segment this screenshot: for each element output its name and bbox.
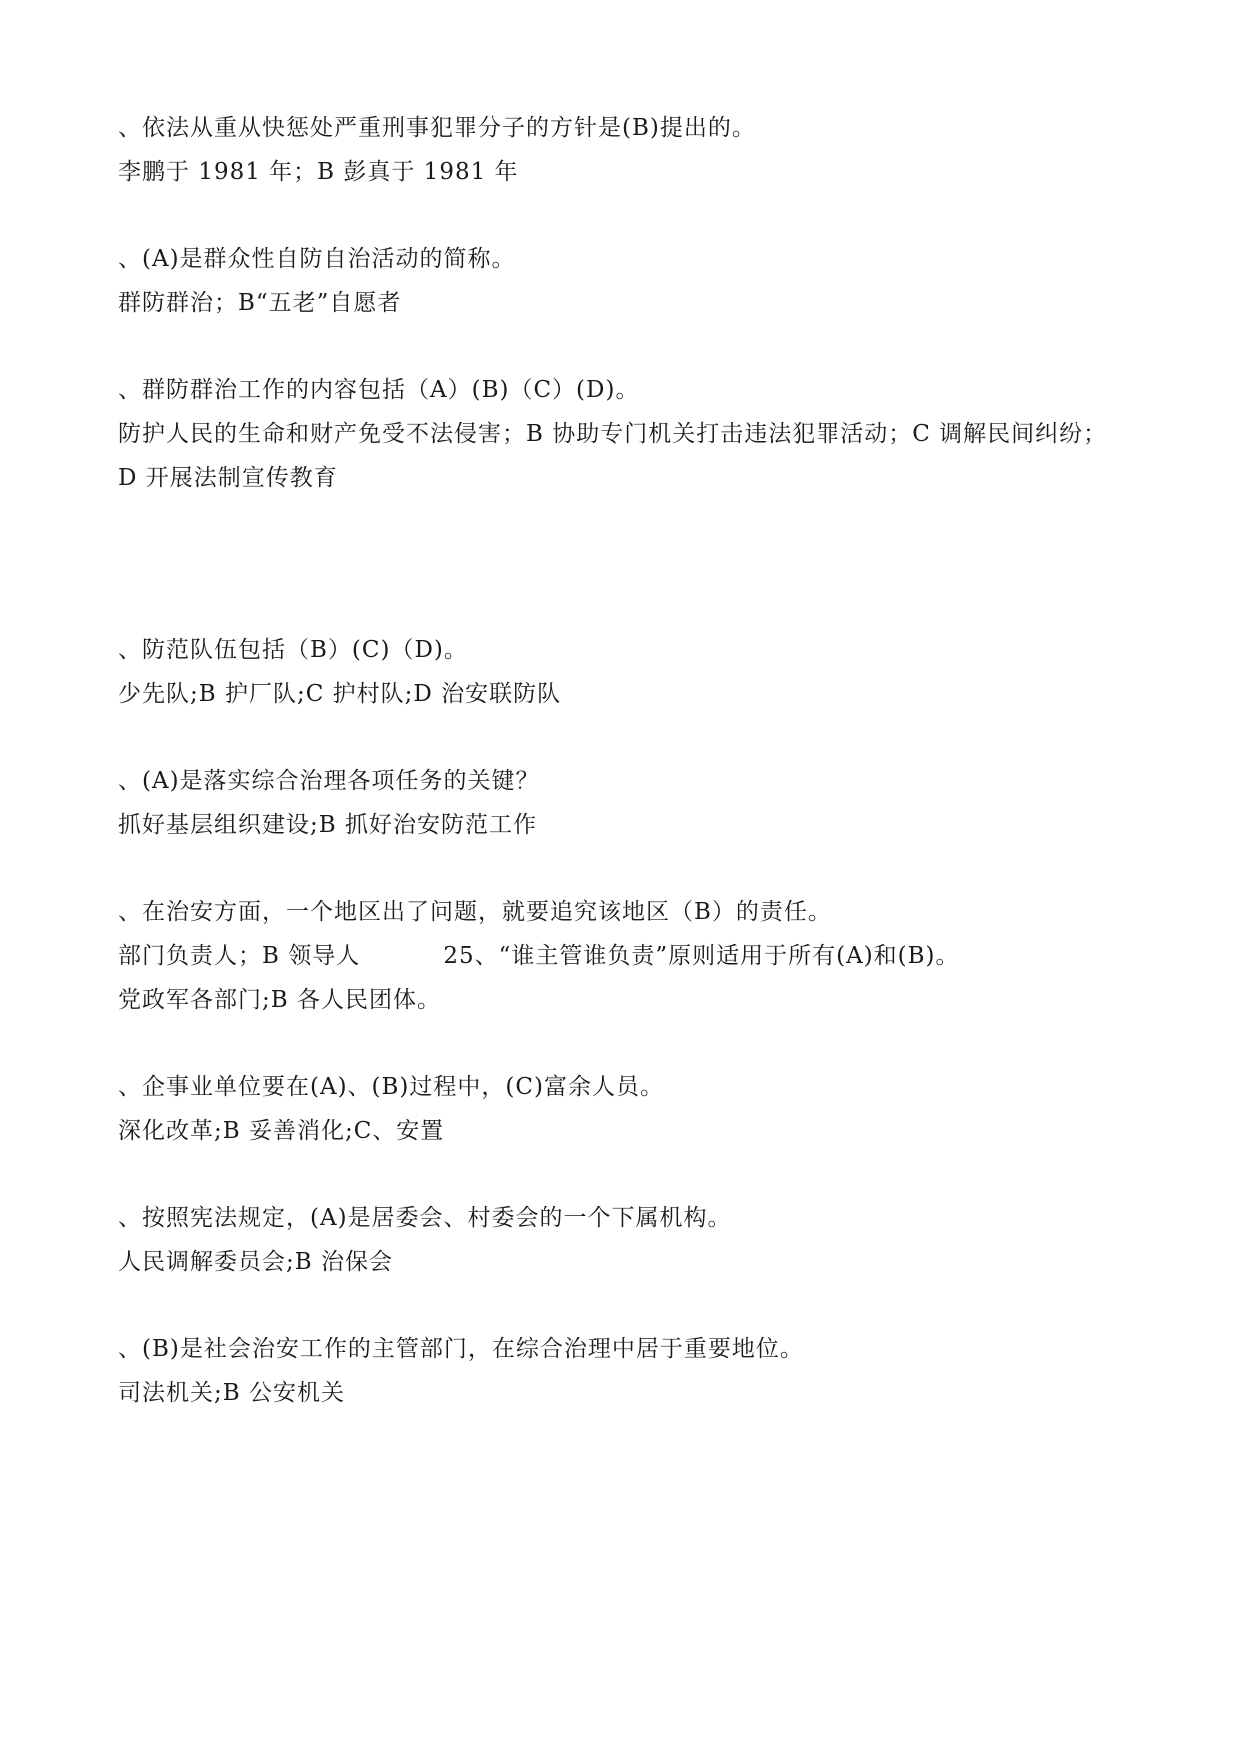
- question-7: 、企事业单位要在(A)、(B)过程中，(C)富余人员。: [118, 1074, 664, 1100]
- answer-8: 人民调解委员会;B 治保会: [118, 1249, 393, 1275]
- answer-2: 群防群治；B“五老”自愿者: [118, 290, 402, 316]
- question-2: 、(A)是群众性自防自治活动的简称。: [118, 246, 516, 272]
- answer-4: 少先队;B 护厂队;C 护村队;D 治安联防队: [118, 681, 562, 707]
- question-3: 、群防群治工作的内容包括（A）(B)（C）(D)。: [118, 377, 640, 403]
- question-6: 、在治安方面，一个地区出了问题，就要追究该地区（B）的责任。: [118, 899, 832, 925]
- answer-7: 深化改革;B 妥善消化;C、安置: [118, 1118, 445, 1144]
- answer-5: 抓好基层组织建设;B 抓好治安防范工作: [118, 812, 537, 838]
- answer-6-and-question-25: 部门负责人；B 领导人 25、“谁主管谁负责”原则适用于所有(A)和(B)。: [118, 943, 960, 969]
- answer-3-continued: D 开展法制宣传教育: [118, 465, 338, 491]
- question-1: 、依法从重从快惩处严重刑事犯罪分子的方针是(B)提出的。: [118, 115, 756, 141]
- question-4: 、防范队伍包括（B）(C)（D)。: [118, 637, 468, 663]
- answer-3: 防护人民的生命和财产免受不法侵害；B 协助专门机关打击违法犯罪活动；C 调解民间纠纷；: [118, 421, 1108, 447]
- answer-1: 李鹏于 1981 年；B 彭真于 1981 年: [118, 159, 519, 185]
- question-9: 、(B)是社会治安工作的主管部门，在综合治理中居于重要地位。: [118, 1336, 804, 1362]
- answer-25: 党政军各部门;B 各人民团体。: [118, 987, 441, 1013]
- answer-9: 司法机关;B 公安机关: [118, 1380, 345, 1406]
- question-5: 、(A)是落实综合治理各项任务的关键？: [118, 768, 540, 794]
- question-8: 、按照宪法规定，(A)是居委会、村委会的一个下属机构。: [118, 1205, 732, 1231]
